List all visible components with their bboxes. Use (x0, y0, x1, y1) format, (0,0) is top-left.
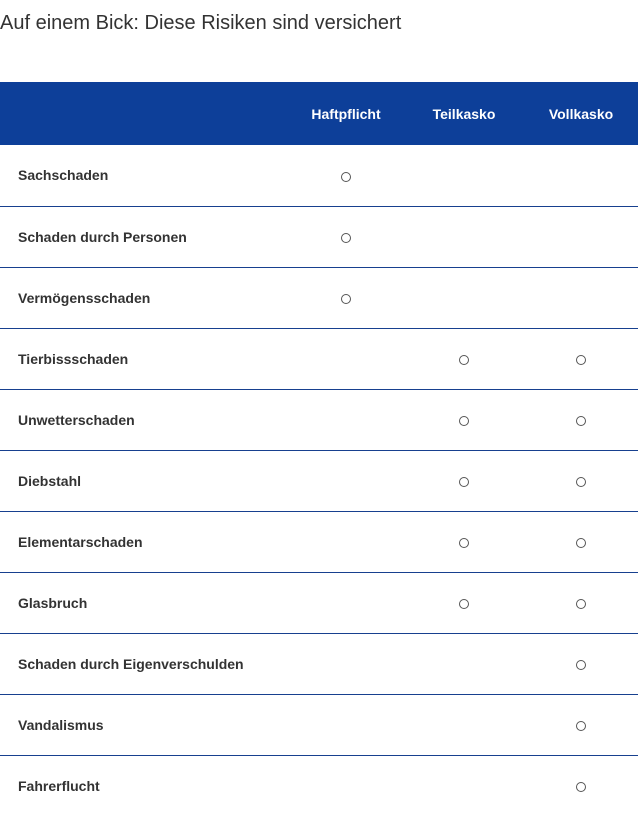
table-row (0, 755, 638, 816)
cell-teilkasko (404, 267, 524, 328)
table-row (0, 145, 638, 206)
circle-mark-icon (341, 233, 351, 243)
table-body (0, 145, 638, 816)
header-risk (0, 82, 288, 145)
cell-teilkasko (404, 145, 524, 206)
risk-label: Vermögensschaden (18, 289, 151, 306)
header-teilkasko: Teilkasko (432, 105, 496, 122)
circle-mark-icon (576, 355, 586, 365)
cell-haftpflicht (288, 633, 404, 694)
cell-vollkasko (524, 206, 638, 267)
risk-label: Fahrerflucht (18, 777, 100, 794)
circle-mark-icon (341, 294, 351, 304)
header-vollkasko: Vollkasko (548, 105, 614, 122)
cell-haftpflicht (288, 206, 404, 267)
risk-label: Vandalismus (18, 716, 104, 733)
cell-teilkasko (404, 694, 524, 755)
risk-label: Elementarschaden (18, 533, 143, 550)
circle-mark-icon (341, 172, 351, 182)
cell-vollkasko (524, 450, 638, 511)
circle-mark-icon (576, 721, 586, 731)
circle-mark-icon (459, 416, 469, 426)
cell-vollkasko (524, 694, 638, 755)
cell-vollkasko (524, 145, 638, 206)
cell-vollkasko (524, 328, 638, 389)
cell-teilkasko (404, 755, 524, 816)
cell-haftpflicht (288, 694, 404, 755)
cell-vollkasko (524, 267, 638, 328)
cell-vollkasko (524, 755, 638, 816)
table-row (0, 206, 638, 267)
table-header-row (0, 82, 638, 145)
table-row (0, 328, 638, 389)
risk-label: Tierbissschaden (18, 350, 129, 367)
risk-label: Glasbruch (18, 594, 88, 611)
risk-label: Diebstahl (18, 472, 82, 489)
circle-mark-icon (576, 599, 586, 609)
cell-teilkasko (404, 511, 524, 572)
risk-label: Sachschaden (18, 167, 109, 184)
cell-haftpflicht (288, 572, 404, 633)
circle-mark-icon (576, 416, 586, 426)
header-haftpflicht: Haftpflicht (311, 105, 381, 122)
cell-vollkasko (524, 511, 638, 572)
cell-vollkasko (524, 389, 638, 450)
circle-mark-icon (459, 599, 469, 609)
cell-vollkasko (524, 572, 638, 633)
coverage-table (0, 82, 638, 816)
table-row (0, 389, 638, 450)
table-row (0, 267, 638, 328)
table-row (0, 572, 638, 633)
cell-teilkasko (404, 389, 524, 450)
page-title: Auf einem Bick: Diese Risiken sind versichert (0, 12, 402, 34)
cell-haftpflicht (288, 450, 404, 511)
risk-label: Schaden durch Personen (18, 228, 187, 245)
table-row (0, 450, 638, 511)
circle-mark-icon (576, 660, 586, 670)
circle-mark-icon (576, 477, 586, 487)
table-row (0, 694, 638, 755)
circle-mark-icon (459, 538, 469, 548)
cell-teilkasko (404, 572, 524, 633)
risk-label: Schaden durch Eigenverschulden (18, 655, 244, 672)
cell-haftpflicht (288, 145, 404, 206)
cell-vollkasko (524, 633, 638, 694)
circle-mark-icon (459, 477, 469, 487)
cell-haftpflicht (288, 267, 404, 328)
circle-mark-icon (576, 782, 586, 792)
cell-haftpflicht (288, 389, 404, 450)
table-row (0, 633, 638, 694)
cell-teilkasko (404, 633, 524, 694)
circle-mark-icon (459, 355, 469, 365)
cell-teilkasko (404, 328, 524, 389)
risk-label: Unwetterschaden (18, 411, 135, 428)
cell-haftpflicht (288, 511, 404, 572)
cell-teilkasko (404, 450, 524, 511)
cell-teilkasko (404, 206, 524, 267)
cell-haftpflicht (288, 328, 404, 389)
circle-mark-icon (576, 538, 586, 548)
table-row (0, 511, 638, 572)
cell-haftpflicht (288, 755, 404, 816)
